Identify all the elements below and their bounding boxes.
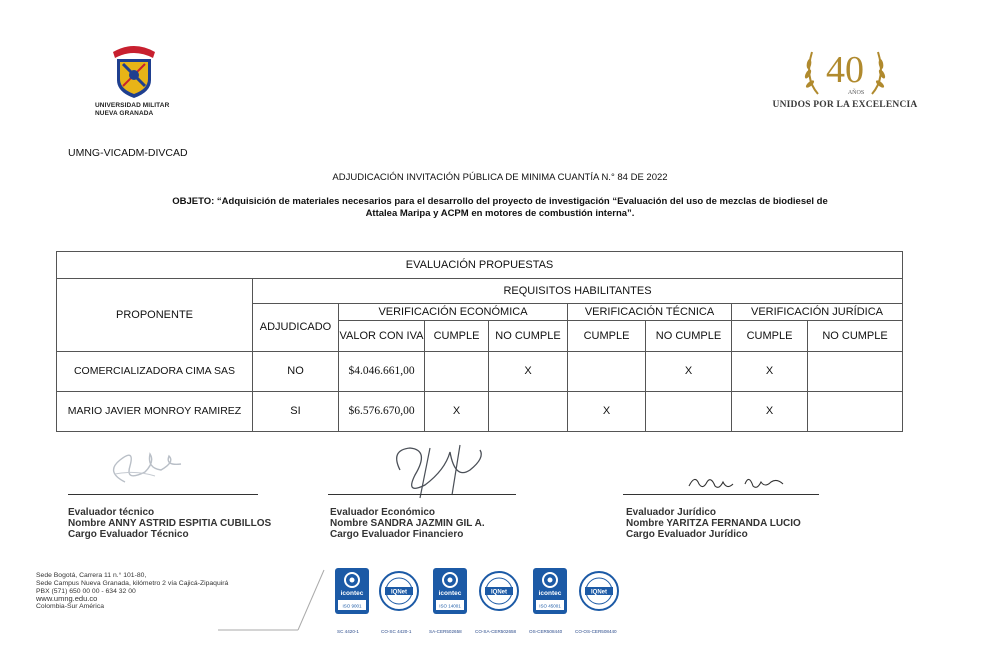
iqnet-icon bbox=[479, 568, 519, 614]
eco-cumple-cell: X bbox=[425, 392, 489, 432]
signature-role: Evaluador Jurídico bbox=[626, 507, 717, 518]
eco-no-cumple-header: NO CUMPLE bbox=[489, 321, 568, 352]
signature-block-economic bbox=[330, 507, 485, 540]
tec-cumple-cell bbox=[568, 352, 646, 392]
svg-text:icontec: icontec bbox=[438, 590, 462, 597]
objeto-label: OBJETO: bbox=[172, 196, 215, 207]
signature-line-technical bbox=[68, 494, 258, 495]
footer-divider bbox=[218, 568, 328, 634]
objeto-paragraph bbox=[100, 196, 900, 220]
iqnet-icon bbox=[579, 568, 619, 614]
signature-role: Evaluador técnico bbox=[68, 507, 155, 518]
svg-text:icontec: icontec bbox=[538, 590, 562, 597]
anniversary-slogan: UNIDOS POR LA EXCELENCIA bbox=[772, 100, 918, 110]
proponente-header: PROPONENTE bbox=[57, 279, 253, 352]
adjudicado-cell: SI bbox=[253, 392, 339, 432]
valor-cell: $4.046.661,00 bbox=[339, 352, 425, 392]
verificacion-economica-header: VERIFICACIÓN ECONÓMICA bbox=[339, 304, 568, 321]
document-code: UMNG-VICADM-DIVCAD bbox=[68, 147, 188, 159]
signature-legal-image bbox=[685, 470, 795, 494]
iqnet-seal bbox=[479, 568, 513, 614]
objeto-text-line1: “Adquisición de materiales necesarios para el desarrollo del proyecto de investigación “Evaluación del uso de mezclas de biodiesel de bbox=[216, 196, 828, 207]
university-name-line2: NUEVA GRANADA bbox=[95, 109, 154, 117]
laurel-40-icon bbox=[770, 42, 920, 100]
objeto-text-line2: Attalea Maripa y ACPM en motores de combustión interna”. bbox=[365, 208, 635, 219]
jur-cumple-cell: X bbox=[732, 392, 808, 432]
university-name-line1: UNIVERSIDAD MILITAR bbox=[95, 102, 170, 109]
footer-contact bbox=[36, 572, 228, 611]
iqnet-icon bbox=[379, 568, 419, 614]
proponente-cell: MARIO JAVIER MONROY RAMIREZ bbox=[57, 392, 253, 432]
eco-no-cumple-cell bbox=[489, 392, 568, 432]
tec-cumple-header: CUMPLE bbox=[568, 321, 646, 352]
adjudicado-cell: NO bbox=[253, 352, 339, 392]
table-title: EVALUACIÓN PROPUESTAS bbox=[57, 252, 903, 279]
svg-text:ISO 45001: ISO 45001 bbox=[539, 603, 561, 609]
proponente-cell: COMERCIALIZADORA CIMA SAS bbox=[57, 352, 253, 392]
jur-no-cumple-header: NO CUMPLE bbox=[808, 321, 903, 352]
adjudicado-header: ADJUDICADO bbox=[253, 304, 339, 352]
signature-name: Nombre SANDRA JAZMIN GIL A. bbox=[330, 518, 485, 529]
requisitos-header: REQUISITOS HABILITANTES bbox=[253, 279, 903, 304]
cert-code: CO-SA-CER502658 bbox=[475, 629, 517, 634]
document-title: ADJUDICACIÓN INVITACIÓN PÚBLICA DE MINIMA CUANTÍA N.° 84 DE 2022 bbox=[332, 172, 668, 183]
tec-no-cumple-header: NO CUMPLE bbox=[646, 321, 732, 352]
signature-position: Cargo Evaluador Financiero bbox=[330, 529, 464, 540]
icontec-icon bbox=[335, 568, 369, 614]
signature-economic-image bbox=[360, 440, 500, 500]
footer-line: Sede Bogotá, Carrera 11 n.° 101-80, bbox=[36, 572, 147, 579]
cert-code: SC 4420-1 bbox=[337, 629, 359, 634]
cert-code: CO-OS-CER508440 bbox=[575, 629, 617, 634]
anniversary-number: 40 bbox=[826, 49, 864, 91]
signature-position: Cargo Evaluador Jurídico bbox=[626, 529, 748, 540]
icontec-iso14001-seal bbox=[433, 568, 467, 614]
svg-text:ISO 14001: ISO 14001 bbox=[439, 603, 461, 609]
tec-no-cumple-cell bbox=[646, 392, 732, 432]
cert-code: CO-SC 4420-1 bbox=[381, 629, 412, 634]
jur-no-cumple-cell bbox=[808, 352, 903, 392]
signature-block-technical bbox=[68, 507, 271, 540]
svg-text:IQNet: IQNet bbox=[490, 589, 508, 596]
umng-logo bbox=[95, 42, 170, 124]
anniversary-word: AÑOS bbox=[847, 90, 865, 96]
signature-block-legal bbox=[626, 507, 801, 540]
svg-text:IQNet: IQNet bbox=[390, 589, 408, 596]
footer-line: Sede Campus Nueva Granada, kilómetro 2 vía Cajicá-Zipaquirá bbox=[36, 579, 229, 587]
signature-name: Nombre ANNY ASTRID ESPITIA CUBILLOS bbox=[68, 518, 272, 529]
verificacion-juridica-header: VERIFICACIÓN JURÍDICA bbox=[732, 304, 903, 321]
svg-text:ISO 9001: ISO 9001 bbox=[342, 603, 362, 609]
signature-line-economic bbox=[328, 494, 516, 495]
signature-name: Nombre YARITZA FERNANDA LUCIO bbox=[626, 518, 801, 529]
icontec-iso9001-seal bbox=[335, 568, 369, 614]
iqnet-seal bbox=[579, 568, 613, 614]
jur-cumple-header: CUMPLE bbox=[732, 321, 808, 352]
eco-cumple-cell bbox=[425, 352, 489, 392]
tec-cumple-cell: X bbox=[568, 392, 646, 432]
svg-text:icontec: icontec bbox=[340, 590, 364, 597]
jur-no-cumple-cell bbox=[808, 392, 903, 432]
footer-line: PBX (571) 650 00 00 - 634 32 00 bbox=[36, 587, 136, 595]
valor-cell: $6.576.670,00 bbox=[339, 392, 425, 432]
iqnet-seal bbox=[379, 568, 413, 614]
tec-no-cumple-cell: X bbox=[646, 352, 732, 392]
footer-line: Colombia-Sur América bbox=[36, 603, 104, 611]
umng-shield-icon bbox=[109, 42, 159, 100]
signature-position: Cargo Evaluador Técnico bbox=[68, 529, 189, 540]
eco-no-cumple-cell: X bbox=[489, 352, 568, 392]
svg-text:IQNet: IQNet bbox=[590, 589, 608, 596]
icontec-icon bbox=[433, 568, 467, 614]
icontec-iso45001-seal bbox=[533, 568, 567, 614]
eco-cumple-header: CUMPLE bbox=[425, 321, 489, 352]
signature-line-legal bbox=[623, 494, 819, 495]
anniversary-logo bbox=[770, 42, 920, 114]
certifications-strip bbox=[333, 568, 633, 638]
valor-con-iva-header: VALOR CON IVA bbox=[339, 321, 425, 352]
table-row bbox=[57, 392, 903, 432]
signature-technical-image bbox=[95, 442, 195, 490]
cert-code: SA-CER502658 bbox=[429, 629, 462, 634]
jur-cumple-cell: X bbox=[732, 352, 808, 392]
table-row bbox=[57, 352, 903, 392]
icontec-icon bbox=[533, 568, 567, 614]
verificacion-tecnica-header: VERIFICACIÓN TÉCNICA bbox=[568, 304, 732, 321]
evaluation-table bbox=[56, 251, 903, 432]
cert-code: OS-CER508440 bbox=[529, 629, 563, 634]
signature-role: Evaluador Económico bbox=[330, 507, 436, 518]
footer-website-link[interactable]: www.umng.edu.co bbox=[36, 594, 98, 604]
